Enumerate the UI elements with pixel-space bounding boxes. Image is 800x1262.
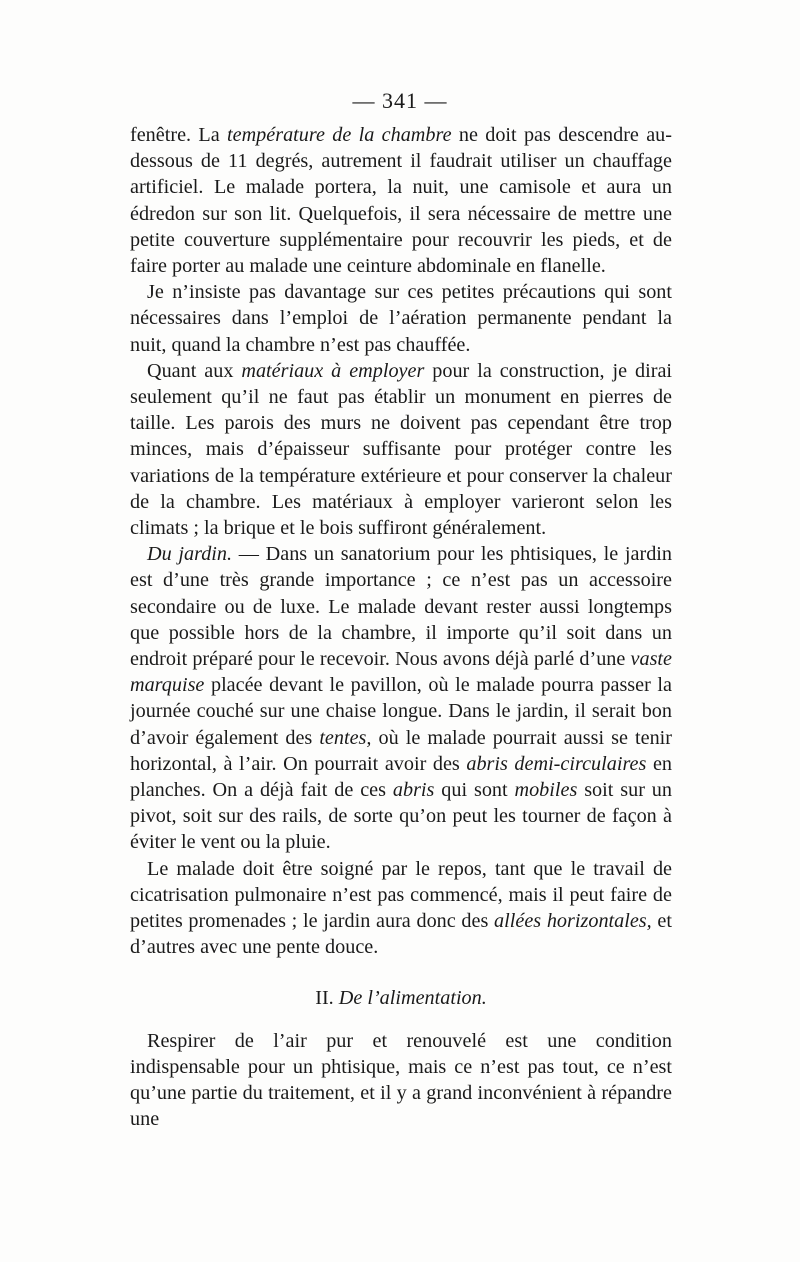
section-heading	[130, 985, 672, 1011]
paragraph-6	[130, 1028, 672, 1133]
text-span: Le malade doit être soigné par le repos, tant que le travail de cicatrisation pulmonaire n’est pas commencé, mais il peut faire de petites promenades ; le jardin aura donc des	[130, 857, 672, 933]
italic-span: matériaux à employer	[241, 359, 425, 382]
paragraph-1	[130, 122, 672, 279]
text-span: ne doit pas descendre au-dessous de 11 degrés, autrement il faudrait utiliser un chauffage artificiel. Le malade portera, la nuit, une camisole et aura un édredon sur son lit. Quelquefois, il sera nécessaire de mettre une petite couverture supplémentaire pour recouvrir les pieds, et de faire porter au malade une ceinture abdominale en flanelle.	[130, 124, 672, 278]
text-span: où le malade pourrait aussi se tenir horizontal, à l’air. On pourrait avoir des	[130, 726, 672, 775]
text-span: Respirer de l’air pur et renouvelé est une condition indispensable pour un phtisique, mais ce n’est pas tout, ce n’est qu’une partie du traitement, et il y a grand inconvénient à répandre une	[130, 1029, 672, 1131]
text-span: pour la construction, je dirai seulement qu’il ne faut pas établir un monument en pierres de taille. Les parois des murs ne doivent pas cependant être trop minces, mais d’épaisseur suffisante pour protéger contre les variations de la température extérieure et pour conserver la chaleur de la chambre. Les matériaux à employer varieront selon les climats ; la brique et le bois suffiront généralement.	[130, 359, 673, 540]
text-span: fenêtre. La	[130, 124, 228, 146]
page-number: — 341 —	[352, 88, 448, 113]
paragraph-3	[130, 358, 672, 541]
subsection-title: Du jardin.	[147, 543, 233, 566]
text-span: soit sur un pivot, soit sur des rails, de sorte qu’on peut les tourner de façon à éviter le vent ou la pluie.	[130, 779, 672, 854]
text-span: en planches. On a déjà fait de ces	[130, 752, 672, 802]
text-span: et d’autres avec une pente douce.	[130, 910, 672, 959]
italic-span: abris demi-circulaires	[466, 752, 647, 775]
text-span: — Dans un sanatorium pour les phtisiques, le jardin est d’une très grande importance ; ce n’est pas un accessoire secondaire ou de luxe. Le malade devant rester aussi longtemps que possible hors de la chambre, il importe qu’il soit dans un endroit préparé pour le recevoir. Nous avons déjà parlé d’une	[130, 543, 673, 671]
italic-span: allées horizontales,	[494, 910, 652, 933]
italic-span: mobiles	[514, 779, 578, 802]
paragraph-2	[130, 279, 672, 358]
paragraph-4	[130, 541, 672, 855]
text-span: Quant aux	[147, 359, 242, 382]
italic-span: abris	[392, 779, 435, 802]
text-span: qui sont	[434, 779, 515, 802]
section-numeral: II.	[315, 986, 339, 1009]
body-text	[130, 122, 672, 1132]
italic-span: tentes,	[319, 726, 372, 749]
text-span: placée devant le pavillon, où le malade pourra passer la journée couché sur une chaise longue. Dans le jardin, il serait bon d’avoir également des	[130, 674, 672, 749]
italic-span: température de la chambre	[227, 124, 452, 146]
paragraph-5	[130, 856, 672, 961]
italic-span: vaste marquise	[130, 648, 672, 697]
section-title: De l’alimentation.	[338, 986, 487, 1009]
text-span: Je n’insiste pas davantage sur ces petites précautions qui sont nécessaires dans l’emploi de l’aération permanente pendant la nuit, quand la chambre n’est pas chauffée.	[130, 281, 672, 356]
